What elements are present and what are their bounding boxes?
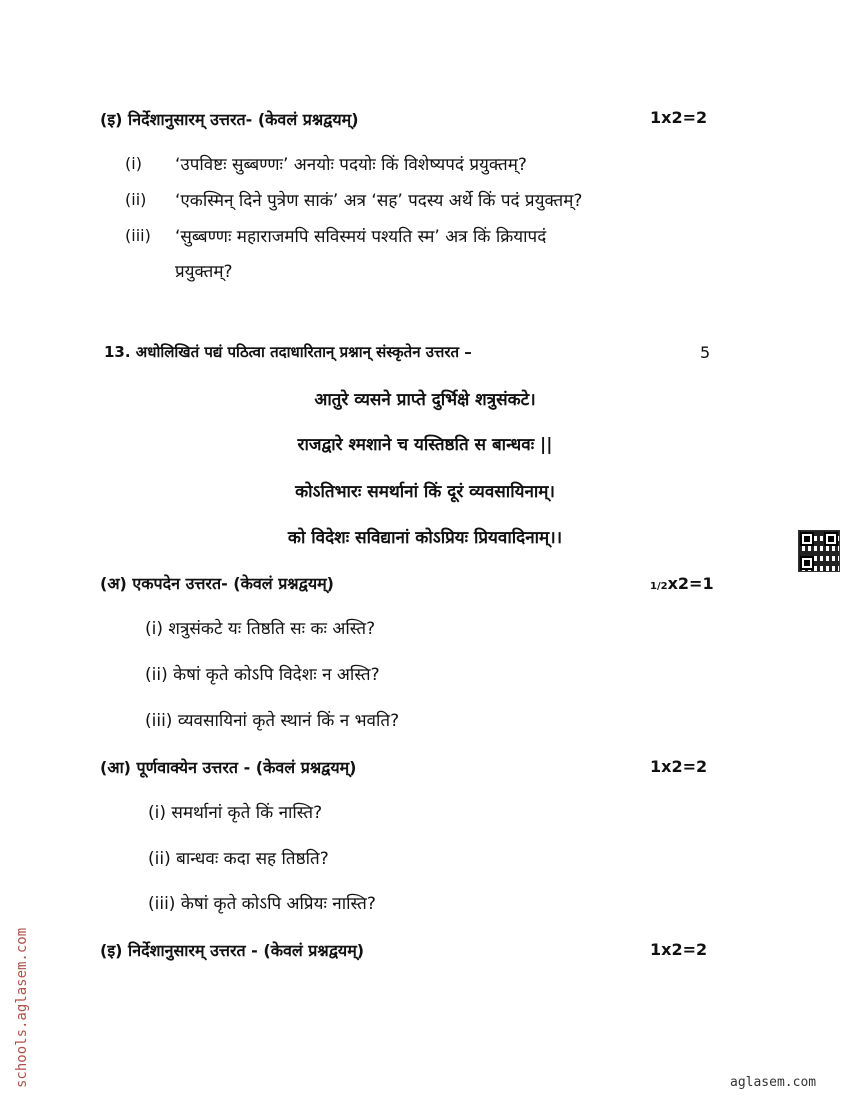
footer-watermark: aglasem.com (730, 1075, 817, 1090)
question-number: (i) (125, 154, 142, 173)
q13-heading: 13. अधोलिखितं पद्यं पठित्वा तदाधारितान् प्रश्नान् संस्कृतेन उत्तरत – (104, 343, 472, 361)
question-text: (iii) केषां कृते कोऽपि अप्रियः नास्ति? (148, 894, 376, 914)
section-e1-marks: 1x2=2 (650, 108, 708, 127)
qr-code (798, 530, 840, 572)
question-text-continued: प्रयुक्तम्? (175, 262, 233, 282)
question-text: (i) शत्रुसंकटे यः तिष्ठति सः कः अस्ति? (145, 619, 376, 639)
verse-line: आतुरे व्यसने प्राप्ते दुर्भिक्षे शत्रुसंकटे। (314, 390, 536, 410)
verse-line: राजद्वारे श्मशाने च यस्तिष्ठति स बान्धवः || (297, 435, 553, 455)
marks-fraction: 1/2 (650, 581, 668, 592)
question-number: (ii) (125, 190, 147, 209)
section-aa-marks: 1x2=2 (650, 757, 708, 776)
section-e1-heading: (इ) निर्देशानुसारम् उत्तरत- (केवलं प्रश्नद्वयम्) (100, 110, 359, 129)
section-e2-heading: (इ) निर्देशानुसारम् उत्तरत - (केवलं प्रश्नद्वयम्) (100, 941, 365, 960)
question-text: (ii) केषां कृते कोऽपि विदेशः न अस्ति? (145, 665, 380, 685)
section-aa-heading: (आ) पूर्णवाक्येन उत्तरत - (केवलं प्रश्नद्वयम्) (100, 758, 357, 777)
section-a-marks (650, 574, 714, 593)
question-text: (ii) बान्धवः कदा सह तिष्ठति? (148, 849, 329, 869)
question-text: (iii) व्यवसायिनां कृते स्थानं किं न भवति? (145, 711, 400, 731)
question-text: (i) समर्थानां कृते किं नास्ति? (148, 803, 323, 823)
question-number: (iii) (125, 226, 151, 245)
marks-rest: x2=1 (667, 574, 714, 593)
q13-marks: 5 (700, 343, 711, 362)
question-text: ‘एकस्मिन् दिने पुत्रेण साकं’ अत्र ‘सह’ पदस्य अर्थे किं पदं प्रयुक्तम्? (175, 191, 583, 211)
question-text: ‘उपविष्टः सुब्बण्णः’ अनयोः पदयोः किं विशेष्यपदं प्रयुक्तम्? (175, 155, 527, 175)
section-a-heading: (अ) एकपदेन उत्तरत- (केवलं प्रश्नद्वयम्) (100, 574, 334, 593)
verse-line: कोऽतिभारः समर्थानां किं दूरं व्यवसायिनाम्। (295, 482, 555, 502)
side-watermark: schools.aglasem.com (14, 927, 30, 1088)
section-e2-marks: 1x2=2 (650, 940, 708, 959)
question-text: ‘सुब्बण्णः महाराजमपि सविस्मयं पश्यति स्म’ अत्र किं क्रियापदं (175, 227, 547, 247)
verse-line: को विदेशः सविद्यानां कोऽप्रियः प्रियवादिनाम्।। (287, 528, 563, 548)
